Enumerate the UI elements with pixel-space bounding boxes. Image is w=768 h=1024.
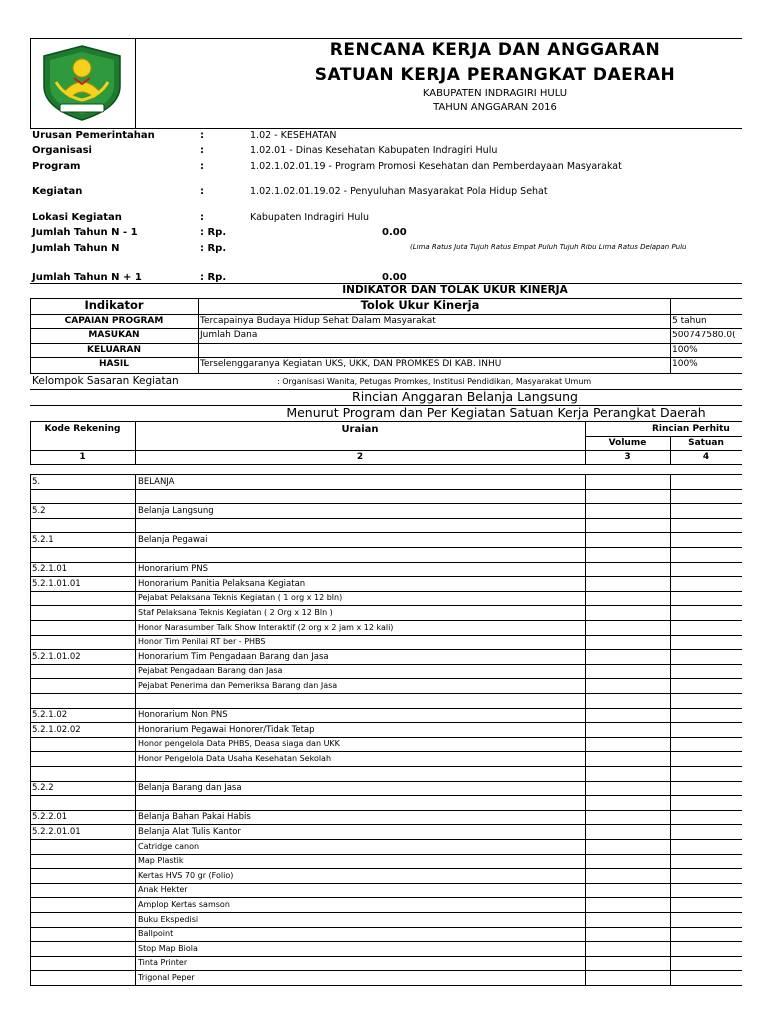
col-num-4: 4 bbox=[702, 452, 710, 462]
col-num-1: 1 bbox=[79, 452, 86, 462]
info-value-tahun-n-plus-1: 0.00 bbox=[382, 272, 407, 283]
info-label-tahun-n-minus-1: Jumlah Tahun N - 1 bbox=[32, 227, 138, 238]
info-value-lokasi: Kabupaten Indragiri Hulu bbox=[250, 212, 370, 223]
col-kode-rekening: Kode Rekening bbox=[44, 424, 121, 434]
col-uraian: Uraian bbox=[341, 424, 379, 435]
row-uraian: Anak Hekter bbox=[138, 885, 188, 895]
col-rincian-perhitungan: Rincian Perhitu bbox=[652, 424, 730, 434]
row-uraian: Catridge canon bbox=[138, 841, 200, 851]
indikator-tolok-hasil: Terselenggaranya Kegiatan UKS, UKK, DAN PROMKES DI KAB. INHU bbox=[200, 359, 502, 369]
rincian-title-1: Rincian Anggaran Belanja Langsung bbox=[352, 389, 578, 404]
row-kode: 5.2.2.01 bbox=[32, 812, 68, 823]
col-indikator: Indikator bbox=[84, 298, 144, 312]
row-kode: 5.2.1.01.02 bbox=[32, 651, 81, 662]
row-uraian: Honorarium Pegawai Honorer/Tidak Tetap bbox=[138, 724, 315, 735]
indikator-target-hasil: 100% bbox=[672, 359, 698, 369]
info-value-program: 1.02.1.02.01.19 - Program Promosi Kesehatan dan Pemberdayaan Masyarakat bbox=[250, 161, 622, 172]
info-label-program: Program bbox=[32, 161, 81, 172]
indikator-target-keluaran: 100% bbox=[672, 345, 698, 355]
col-tolok-ukur: Tolok Ukur Kinerja bbox=[360, 298, 480, 312]
info-sep-tahun-n-minus-1: : Rp. bbox=[200, 227, 227, 238]
title-line-1: RENCANA KERJA DAN ANGGARAN bbox=[329, 40, 661, 60]
sasaran-label: Kelompok Sasaran Kegiatan bbox=[32, 375, 179, 387]
indikator-name-capaian: CAPAIAN PROGRAM bbox=[64, 316, 164, 326]
row-uraian: Pejabat Pengadaan Barang dan Jasa bbox=[138, 666, 283, 676]
info-value-urusan: 1.02 - KESEHATAN bbox=[250, 130, 337, 141]
col-satuan: Satuan bbox=[688, 438, 724, 448]
row-uraian: Trigonal Peper bbox=[138, 972, 195, 982]
info-value-tahun-n-minus-1: 0.00 bbox=[382, 227, 407, 238]
row-kode: 5.2.2 bbox=[32, 783, 54, 794]
col-num-2: 2 bbox=[356, 452, 364, 462]
info-value-kegiatan: 1.02.1.02.01.19.02 - Penyuluhan Masyarakat Pola Hidup Sehat bbox=[250, 186, 548, 197]
row-uraian: Kertas HVS 70 gr (Folio) bbox=[138, 870, 234, 880]
row-kode: 5.2.1.02.02 bbox=[32, 724, 81, 735]
rincian-title-2: Menurut Program dan Per Kegiatan Satuan Kerja Perangkat Daerah bbox=[286, 405, 706, 420]
indikator-target-masukan: 500747580.0( bbox=[672, 331, 736, 340]
row-uraian: Belanja Pegawai bbox=[138, 534, 208, 545]
row-uraian: Honorarium Non PNS bbox=[138, 710, 228, 721]
row-uraian: Pejabat Pelaksana Teknis Kegiatan ( 1 org x 12 bln) bbox=[138, 593, 343, 603]
subtitle-line-1: KABUPATEN INDRAGIRI HULU bbox=[422, 88, 568, 99]
row-kode: 5.2.1 bbox=[32, 534, 54, 545]
info-sep-organisasi: : bbox=[200, 145, 204, 156]
row-uraian: Staf Pelaksana Teknis Kegiatan ( 2 Org x 12 Bln ) bbox=[138, 607, 333, 617]
row-uraian: BELANJA bbox=[138, 476, 175, 487]
title-line-2: SATUAN KERJA PERANGKAT DAERAH bbox=[314, 65, 676, 85]
info-label-organisasi: Organisasi bbox=[32, 145, 92, 156]
row-uraian: Stop Map Biola bbox=[138, 943, 198, 953]
row-uraian: Honor Narasumber Talk Show Interaktif (2 org x 2 jam x 12 kali) bbox=[138, 622, 394, 632]
row-uraian: Honor Tim Penilai RT ber - PHBS bbox=[138, 637, 266, 647]
info-sep-tahun-n: : Rp. bbox=[200, 243, 227, 254]
info-sep-tahun-n-plus-1: : Rp. bbox=[200, 272, 227, 283]
row-uraian: Honorarium Panitia Pelaksana Kegiatan bbox=[138, 578, 306, 589]
row-uraian: Belanja Alat Tulis Kantor bbox=[138, 826, 241, 837]
info-sep-program: : bbox=[200, 161, 204, 172]
row-uraian: Honor pengelola Data PHBS, Deasa siaga dan UKK bbox=[138, 739, 340, 749]
row-uraian: Honor Pengelola Data Usaha Kesehatan Sekolah bbox=[138, 753, 332, 763]
info-label-kegiatan: Kegiatan bbox=[32, 186, 83, 197]
info-label-tahun-n: Jumlah Tahun N bbox=[32, 243, 120, 254]
row-uraian: Ballpoint bbox=[138, 929, 174, 939]
row-uraian: Pejabat Penerima dan Pemeriksa Barang dan Jasa bbox=[138, 680, 338, 690]
row-kode: 5. bbox=[32, 476, 41, 487]
row-kode: 5.2 bbox=[32, 505, 46, 516]
info-label-tahun-n-plus-1: Jumlah Tahun N + 1 bbox=[32, 272, 142, 283]
row-kode: 5.2.1.01 bbox=[32, 564, 68, 575]
indikator-tolok-masukan: Jumlah Dana bbox=[200, 330, 258, 340]
info-sep-kegiatan: : bbox=[200, 186, 204, 197]
row-uraian: Amplop Kertas samson bbox=[138, 899, 230, 909]
row-uraian: Honorarium PNS bbox=[138, 564, 208, 575]
info-sep-lokasi: : bbox=[200, 212, 204, 223]
row-uraian: Buku Ekspedisi bbox=[138, 914, 199, 924]
info-label-urusan: Urusan Pemerintahan bbox=[32, 130, 155, 141]
row-uraian: Belanja Langsung bbox=[138, 505, 214, 516]
row-kode: 5.2.1.02 bbox=[32, 710, 68, 721]
row-uraian: Honorarium Tim Pengadaan Barang dan Jasa bbox=[138, 651, 329, 662]
indikator-section-title: INDIKATOR DAN TOLAK UKUR KINERJA bbox=[342, 284, 568, 296]
info-sep-urusan: : bbox=[200, 130, 204, 141]
indikator-tolok-capaian: Tercapainya Budaya Hidup Sehat Dalam Masyarakat bbox=[200, 316, 436, 326]
info-value-organisasi: 1.02.01 - Dinas Kesehatan Kabupaten Indragiri Hulu bbox=[250, 145, 498, 156]
row-uraian: Tinta Printer bbox=[138, 958, 188, 968]
indikator-target-capaian: 5 tahun bbox=[672, 316, 707, 326]
row-uraian: Belanja Bahan Pakai Habis bbox=[138, 812, 251, 823]
indikator-name-keluaran: KELUARAN bbox=[87, 345, 141, 355]
row-kode: 5.2.1.01.01 bbox=[32, 578, 81, 589]
info-label-lokasi: Lokasi Kegiatan bbox=[32, 212, 122, 223]
sasaran-value: : Organisasi Wanita, Petugas Promkes, Institusi Pendidikan, Masyarakat Umum bbox=[277, 377, 592, 386]
indikator-name-hasil: HASIL bbox=[98, 359, 130, 369]
info-value-tahun-n: (Lima Ratus Juta Tujuh Ratus Empat Puluh Tujuh Ribu Lima Ratus Delapan Pulu bbox=[410, 244, 687, 251]
col-num-3: 3 bbox=[624, 452, 631, 462]
row-uraian: Belanja Barang dan Jasa bbox=[138, 783, 242, 794]
col-volume: Volume bbox=[608, 438, 647, 448]
row-kode: 5.2.2.01.01 bbox=[32, 826, 81, 837]
indikator-name-masukan: MASUKAN bbox=[88, 330, 140, 340]
row-uraian: Map Plastik bbox=[138, 856, 184, 866]
subtitle-line-2: TAHUN ANGGARAN 2016 bbox=[433, 102, 557, 113]
